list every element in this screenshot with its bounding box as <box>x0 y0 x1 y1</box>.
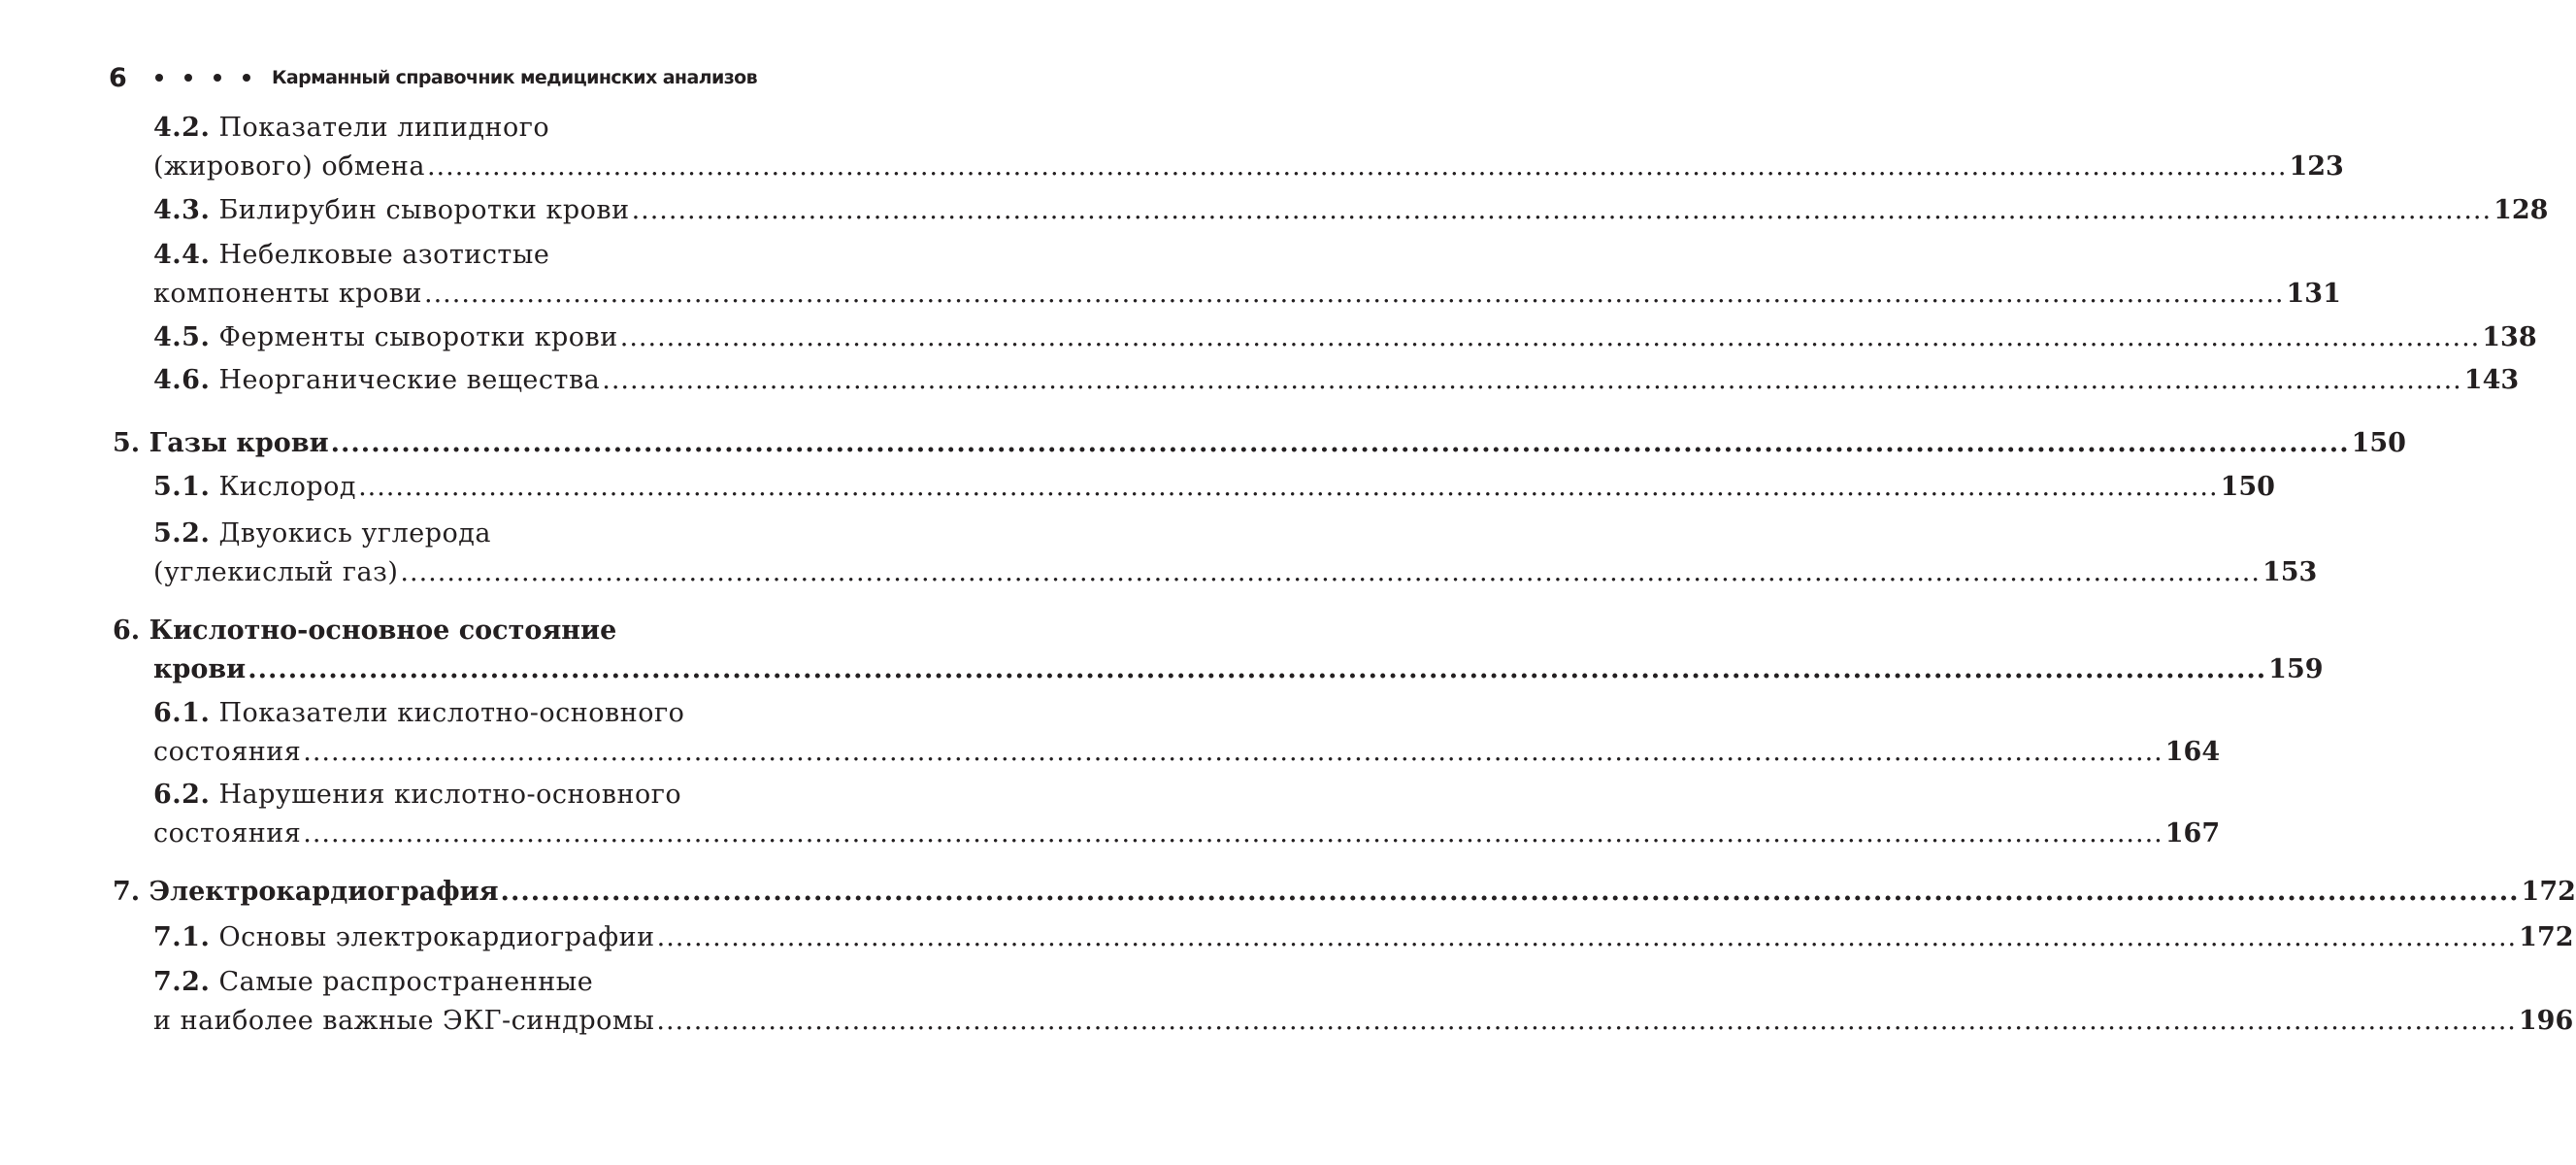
entry-page: 172 <box>2519 922 2574 952</box>
dot-leader <box>303 815 2163 853</box>
running-header <box>109 58 769 97</box>
chapter-title: Кислотно-основное состояние <box>149 616 617 646</box>
entry-title: Двуокись углерода <box>218 518 491 549</box>
entry-title-cont: и наиболее важные ЭКГ-синдромы <box>153 1006 655 1036</box>
entry-title: Кислород <box>218 472 357 502</box>
running-title: Карманный справочник медицинских анализов <box>272 67 758 88</box>
entry-number: 4.2. <box>153 113 211 143</box>
entry-title-cont: состояния <box>153 818 302 849</box>
toc-entry-4-4[interactable] <box>0 236 2341 314</box>
entry-number: 7.1. <box>153 922 211 952</box>
entry-number: 5.2. <box>153 518 211 549</box>
chapter-number: 7. <box>113 877 141 907</box>
bullet-dots-ornament <box>155 74 250 82</box>
toc-entry-6-1[interactable] <box>0 694 2221 772</box>
toc-chapter-7[interactable] <box>0 873 2576 912</box>
entry-title: Ферменты сыворотки крови <box>218 322 618 352</box>
dot-leader <box>358 468 2219 507</box>
dot-leader <box>657 918 2518 957</box>
entry-title-cont: (углекислый газ) <box>153 557 399 587</box>
entry-number: 4.4. <box>153 240 211 270</box>
toc-entry-4-2[interactable] <box>0 109 2344 186</box>
entry-page: 143 <box>2463 365 2520 395</box>
toc-chapter-5[interactable] <box>0 424 2406 463</box>
entry-number: 5.1. <box>153 472 211 502</box>
entry-title: Билирубин сыворотки крови <box>218 195 630 225</box>
entry-number: 7.2. <box>153 967 211 997</box>
entry-title: Основы электрокардиографии <box>218 922 655 952</box>
dot-leader <box>632 191 2493 230</box>
entry-page: 131 <box>2286 279 2341 309</box>
toc-entry-4-3[interactable] <box>0 191 2549 230</box>
toc-entry-6-2[interactable] <box>0 776 2221 853</box>
toc-chapter-6[interactable] <box>0 612 2324 689</box>
entry-title: Самые распространенные <box>218 967 594 997</box>
entry-title: Показатели кислотно-основного <box>218 698 685 728</box>
dot-leader <box>602 361 2462 400</box>
entry-page: 167 <box>2164 818 2221 849</box>
chapter-page: 172 <box>2521 877 2576 907</box>
entry-number: 6.1. <box>153 698 211 728</box>
toc-entry-5-1[interactable] <box>0 468 2275 507</box>
chapter-title: Газы крови <box>149 428 329 458</box>
chapter-number: 6. <box>113 616 141 646</box>
entry-page: 123 <box>2289 151 2344 182</box>
entry-page: 164 <box>2164 737 2221 767</box>
entry-title: Небелковые азотистые <box>218 240 550 270</box>
entry-title: Показатели липидного <box>218 113 550 143</box>
entry-page: 153 <box>2262 557 2318 587</box>
chapter-title-cont: крови <box>153 654 247 684</box>
entry-title-cont: состояния <box>153 737 302 767</box>
dot-leader <box>303 733 2163 772</box>
entry-page: 138 <box>2482 322 2537 352</box>
toc-entry-4-5[interactable] <box>0 318 2537 357</box>
chapter-page: 150 <box>2351 428 2406 458</box>
entry-page: 196 <box>2518 1006 2574 1036</box>
entry-title: Неорганические вещества <box>218 365 601 395</box>
toc-entry-7-1[interactable] <box>0 918 2574 957</box>
chapter-page: 159 <box>2268 654 2324 684</box>
entry-title-cont: компоненты крови <box>153 279 422 309</box>
entry-number: 4.6. <box>153 365 211 395</box>
dot-leader <box>501 873 2520 912</box>
dot-leader <box>427 148 2288 186</box>
dot-leader <box>331 424 2350 463</box>
toc-entry-5-2[interactable] <box>0 515 2318 592</box>
dot-leader <box>400 553 2261 592</box>
entry-number: 4.5. <box>153 322 211 352</box>
entry-page: 150 <box>2220 472 2275 502</box>
dot-leader <box>656 1002 2517 1041</box>
entry-page: 128 <box>2493 195 2549 225</box>
dot-leader <box>424 275 2285 314</box>
toc-entry-4-6[interactable] <box>0 361 2520 400</box>
entry-number: 6.2. <box>153 780 211 810</box>
page-number: 6 <box>109 62 127 93</box>
toc-entry-7-2[interactable] <box>0 963 2574 1041</box>
entry-title-cont: (жирового) обмена <box>153 151 425 182</box>
entry-title: Нарушения кислотно-основного <box>218 780 682 810</box>
dot-leader <box>620 318 2481 357</box>
chapter-title: Электрокардиография <box>149 877 499 907</box>
chapter-number: 5. <box>113 428 141 458</box>
entry-number: 4.3. <box>153 195 211 225</box>
dot-leader <box>248 650 2266 689</box>
